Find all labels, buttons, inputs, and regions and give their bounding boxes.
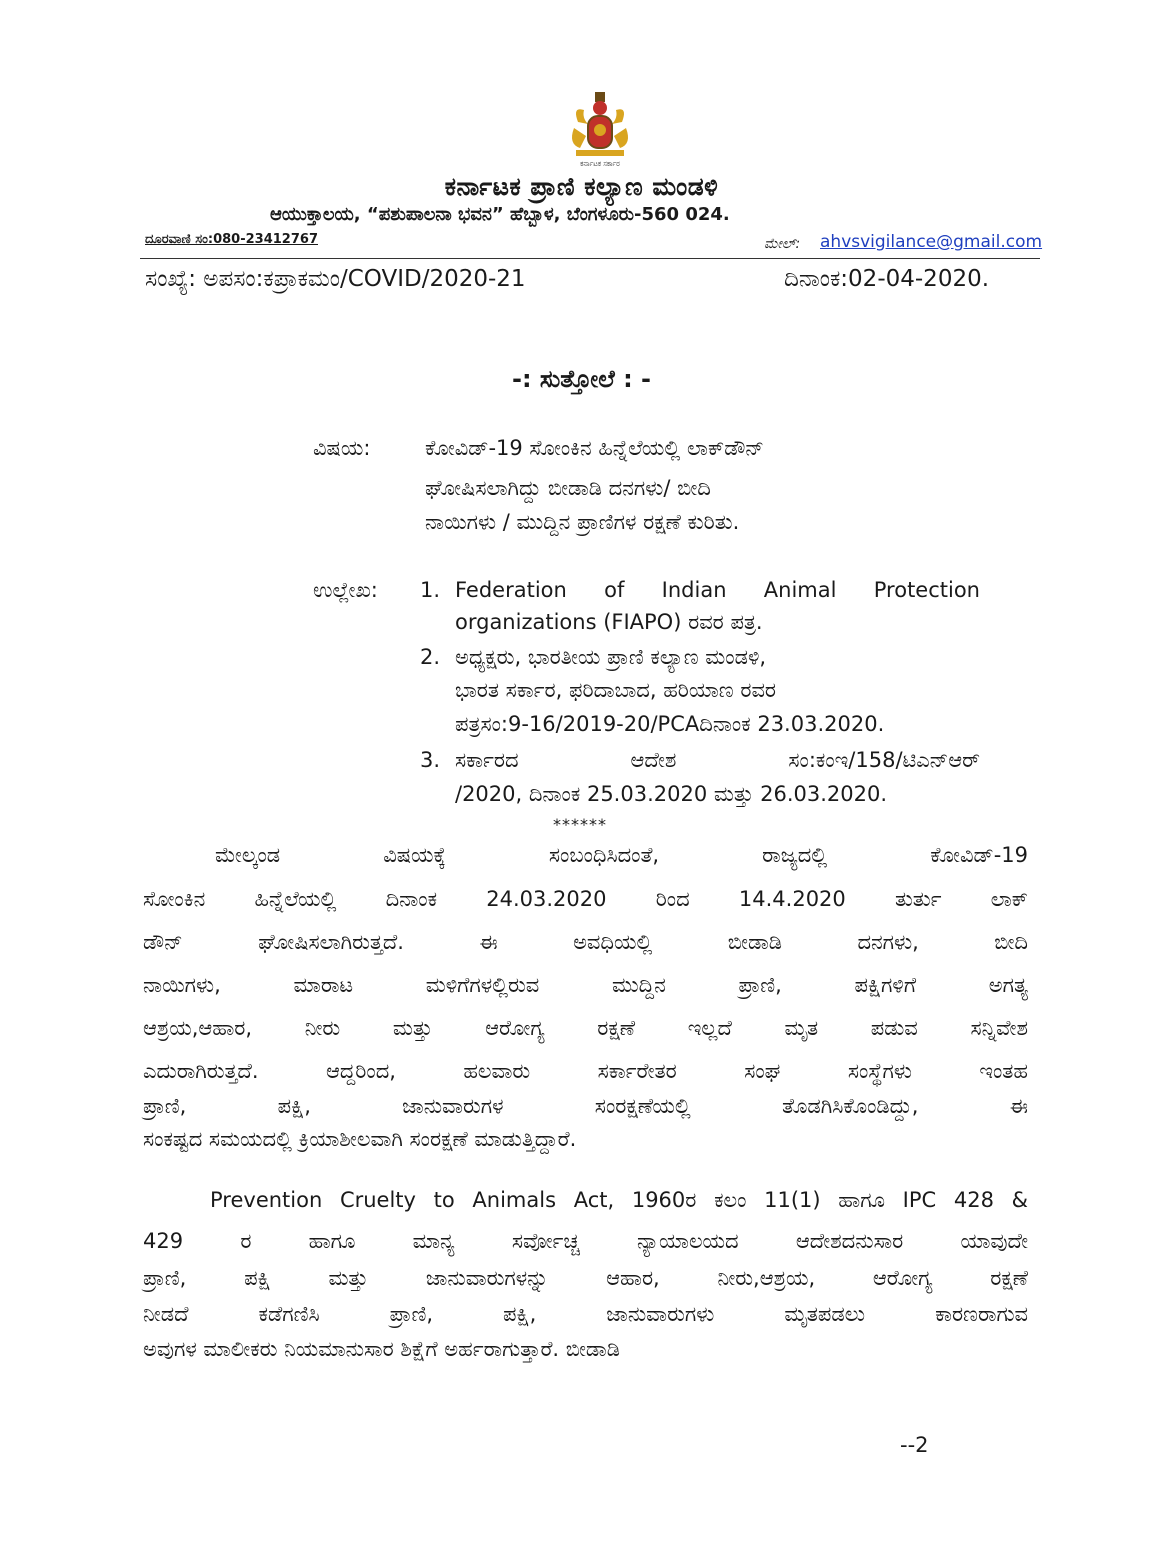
organization-name: ಕರ್ನಾಟಕ ಪ್ರಾಣಿ ಕಲ್ಯಾಣ ಮಂಡಳಿ (444, 172, 719, 201)
page-number: --2 (900, 1433, 929, 1457)
body-paragraph-line: ಮೇಲ್ಕಂಡ ವಿಷಯಕ್ಕೆ ಸಂಬಂಧಿಸಿದಂತೆ, ರಾಜ್ಯದಲ್ಲಿ ಕೋವಿಡ್-19 (215, 843, 1028, 867)
reference-item-number: 2. (420, 645, 441, 669)
subject-line: ನಾಯಿಗಳು / ಮುದ್ದಿನ ಪ್ರಾಣಿಗಳ ರಕ್ಷಣೆ ಕುರಿತು. (425, 510, 740, 534)
reference-item-line: ಅಧ್ಯಕ್ಷರು, ಭಾರತೀಯ ಪ್ರಾಣಿ ಕಲ್ಯಾಣ ಮಂಡಳಿ, (455, 645, 767, 669)
body-paragraph-line: ಪ್ರಾಣಿ, ಪಕ್ಷಿ ಮತ್ತು ಜಾನುವಾರುಗಳನ್ನು ಆಹಾರ, ನೀರು,ಆಶ್ರಯ, ಆರೋಗ್ಯ ರಕ್ಷಣೆ (143, 1266, 1028, 1290)
body-paragraph-line: ಸೋಂಕಿನ ಹಿನ್ನೆಲೆಯಲ್ಲಿ ದಿನಾಂಕ 24.03.2020 ರಿಂದ 14.4.2020 ತುರ್ತು ಲಾಕ್ (143, 887, 1028, 911)
body-paragraph-line: Prevention Cruelty to Animals Act, 1960ರ ಕಲಂ 11(1) ಹಾಗೂ IPC 428 & (210, 1188, 1028, 1212)
subject-line: ಘೋಷಿಸಲಾಗಿದ್ದು ಬೀಡಾಡಿ ದನಗಳು/ ಬೀದಿ (425, 476, 711, 500)
reference-item-line: ಭಾರತ ಸರ್ಕಾರ, ಫರಿದಾಬಾದ, ಹರಿಯಾಣ ರವರ (455, 678, 777, 702)
body-paragraph-line: ಪ್ರಾಣಿ, ಪಕ್ಷಿ, ಜಾನುವಾರುಗಳ ಸಂರಕ್ಷಣೆಯಲ್ಲಿ ತೊಡಗಿಸಿಕೊಂಡಿದ್ದು, ಈ (143, 1094, 1028, 1118)
body-paragraph-line: ನೀಡದೆ ಕಡೆಗಣಿಸಿ ಪ್ರಾಣಿ, ಪಕ್ಷಿ, ಜಾನುವಾರುಗಳು ಮೃತಪಡಲು ಕಾರಣರಾಗುವ (143, 1302, 1028, 1326)
email-label: ಮೇಲ್: (764, 236, 801, 252)
organization-address: ಆಯುಕ್ತಾಲಯ, “ಪಶುಪಾಲನಾ ಭವನ” ಹೆಬ್ಬಾಳ, ಬೆಂಗಳೂರು-560 024. (270, 204, 730, 225)
body-paragraph-line: ನಾಯಿಗಳು, ಮಾರಾಟ ಮಳಿಗೆಗಳಲ್ಲಿರುವ ಮುದ್ದಿನ ಪ್ರಾಣಿ, ಪಕ್ಷಿಗಳಿಗೆ ಅಗತ್ಯ (143, 973, 1028, 997)
body-paragraph-line: ಡೌನ್ ಘೋಷಿಸಲಾಗಿರುತ್ತದೆ. ಈ ಅವಧಿಯಲ್ಲಿ ಬೀಡಾಡಿ ದನಗಳು, ಬೀದಿ (143, 930, 1028, 954)
reference-item-line: /2020, ದಿನಾಂಕ 25.03.2020 ಮತ್ತು 26.03.2020. (455, 782, 888, 806)
phone-number: ದೂರವಾಣಿ ಸಂ:080-23412767 (145, 232, 318, 247)
document-date: ದಿನಾಂಕ:02-04-2020. (784, 266, 990, 292)
reference-item-line: ಸರ್ಕಾರದ ಆದೇಶ ಸಂ:ಕಂಇ/158/ಟಿಎನ್‌ಆರ್ (455, 748, 980, 772)
circular-heading: -: ಸುತ್ತೋಲೆ : - (511, 365, 651, 393)
subject-label: ವಿಷಯ: (313, 436, 371, 460)
reference-item-line: Federation of Indian Animal Protection (455, 578, 980, 602)
references-label: ಉಲ್ಲೇಖ: (313, 578, 378, 602)
reference-item-number: 1. (420, 578, 441, 602)
body-paragraph-line: ಅವುಗಳ ಮಾಲೀಕರು ನಿಯಮಾನುಸಾರ ಶಿಕ್ಷೆಗೆ ಅರ್ಹರಾಗುತ್ತಾರೆ. ಬೀಡಾಡಿ (143, 1337, 620, 1361)
letterhead-divider (140, 258, 1040, 259)
reference-item-line: ಪತ್ರಸಂ:9-16/2019-20/PCAದಿನಾಂಕ 23.03.2020. (455, 712, 885, 736)
email-link[interactable]: ahvsvigilance@gmail.com (820, 232, 1043, 252)
subject-line: ಕೋವಿಡ್-19 ಸೋಂಕಿನ ಹಿನ್ನೆಲೆಯಲ್ಲಿ ಲಾಕ್‌ಡೌನ್ (425, 436, 764, 460)
svg-text:ಕರ್ನಾಟಕ ಸರ್ಕಾರ: ಕರ್ನಾಟಕ ಸರ್ಕಾರ (580, 160, 620, 168)
reference-number: ಸಂಖ್ಯೆ: ಅಪಸಂ:ಕಪ್ರಾಕಮಂ/COVID/2020-21 (145, 266, 526, 292)
reference-item-line: organizations (FIAPO) ರವರ ಪತ್ರ. (455, 610, 763, 634)
karnataka-emblem-icon (560, 88, 640, 168)
reference-item-number: 3. (420, 748, 441, 772)
body-paragraph-line: ಆಶ್ರಯ,ಆಹಾರ, ನೀರು ಮತ್ತು ಆರೋಗ್ಯ ರಕ್ಷಣೆ ಇಲ್ಲದೆ ಮೃತ ಪಡುವ ಸನ್ನಿವೇಶ (143, 1016, 1028, 1040)
body-paragraph-line: ಎದುರಾಗಿರುತ್ತದೆ. ಆದ್ದರಿಂದ, ಹಲವಾರು ಸರ್ಕಾರೇತರ ಸಂಘ ಸಂಸ್ಥೆಗಳು ಇಂತಹ (143, 1059, 1028, 1083)
body-paragraph-line: 429 ರ ಹಾಗೂ ಮಾನ್ಯ ಸರ್ವೋಚ್ಚ ನ್ಯಾಯಾಲಯದ ಆದೇಶದನುಸಾರ ಯಾವುದೇ (143, 1229, 1028, 1253)
body-paragraph-line: ಸಂಕಷ್ಟದ ಸಮಯದಲ್ಲಿ ಕ್ರಿಯಾಶೀಲವಾಗಿ ಸಂರಕ್ಷಣೆ ಮಾಡುತ್ತಿದ್ದಾರೆ. (143, 1127, 577, 1151)
section-separator: ****** (553, 815, 607, 834)
